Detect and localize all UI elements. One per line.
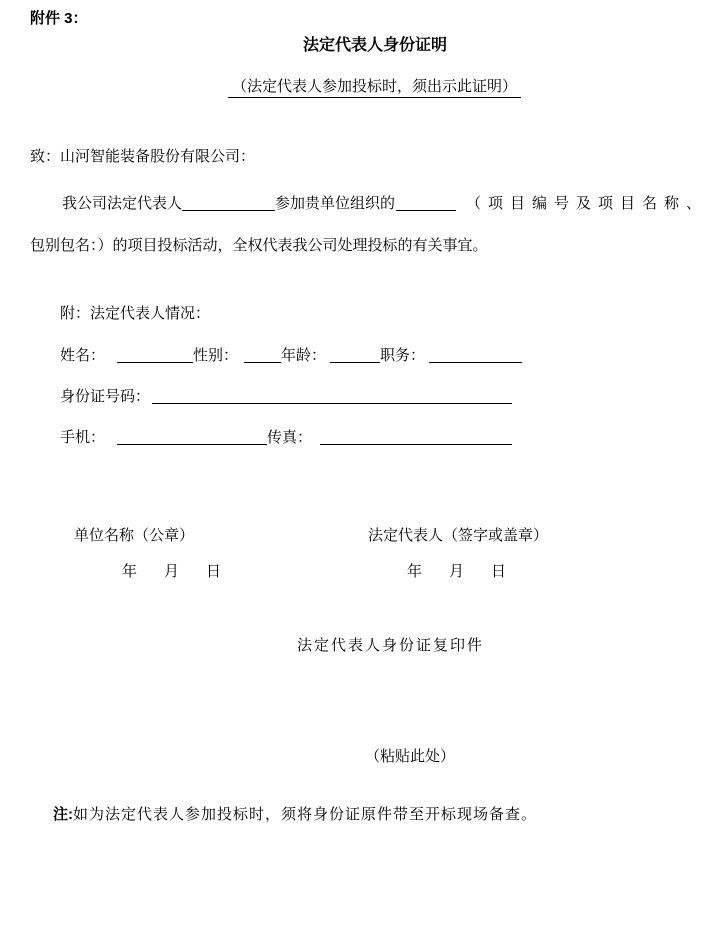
blank-fax [320,429,512,445]
blank-project-name [396,195,456,211]
id-label: 身份证号码： [60,388,151,405]
day-label: 日 [206,563,222,580]
page-title: 法定代表人身份证明 [303,37,448,54]
paste-here-hint: （粘贴此处） [365,748,456,765]
rep-info-row-name [60,346,522,365]
note-line [53,805,537,824]
blank-mobile [117,429,267,445]
paragraph-seg2: 参加贵单位组织的 [275,195,396,212]
rep-signature-label: 法定代表人（签字或盖章） [368,527,549,544]
gender-label: 性别： [193,347,239,364]
mobile-label: 手机： [60,429,106,446]
duty-label: 职务： [380,347,426,364]
blank-age [330,347,380,363]
paragraph-seg3: （项目编号及项目名称、 [466,195,709,212]
month-label: 月 [449,563,465,580]
blank-id-number [152,388,512,404]
year-label: 年 [407,563,423,580]
fax-label: 传真： [267,429,313,446]
rep-info-heading: 附：法定代表人情况： [60,305,211,322]
blank-duty [429,347,522,363]
blank-gender [244,347,281,363]
day-label: 日 [491,563,507,580]
id-copy-title: 法定代表人身份证复印件 [297,637,485,654]
note-prefix: 注: [53,806,73,823]
age-label: 年龄： [281,347,327,364]
paragraph-seg1: 我公司法定代表人 [62,195,183,212]
rep-info-row-phone [60,428,512,447]
note-text: 如为法定代表人参加投标时，须将身份证原件带至开标现场备查。 [73,806,538,823]
year-label: 年 [122,563,138,580]
page-subtitle [228,77,521,96]
blank-rep-name [182,195,275,211]
month-label: 月 [164,563,180,580]
paragraph-line-1 [62,194,708,213]
paragraph-line-2: 包别包名：）的项目投标活动，全权代表我公司处理投标的有关事宜。 [30,237,488,254]
date-row-left [122,562,221,581]
attachment-label: 附件 3： [30,10,88,27]
date-row-right [407,562,506,581]
rep-info-row-id [60,387,512,406]
addressee-line: 致：山河智能装备股份有限公司： [30,148,256,165]
company-seal-label: 单位名称（公章） [74,527,195,544]
blank-name [117,347,193,363]
name-label: 姓名： [60,347,106,364]
subtitle-text: （法定代表人参加投标时，须出示此证明） [228,78,521,98]
